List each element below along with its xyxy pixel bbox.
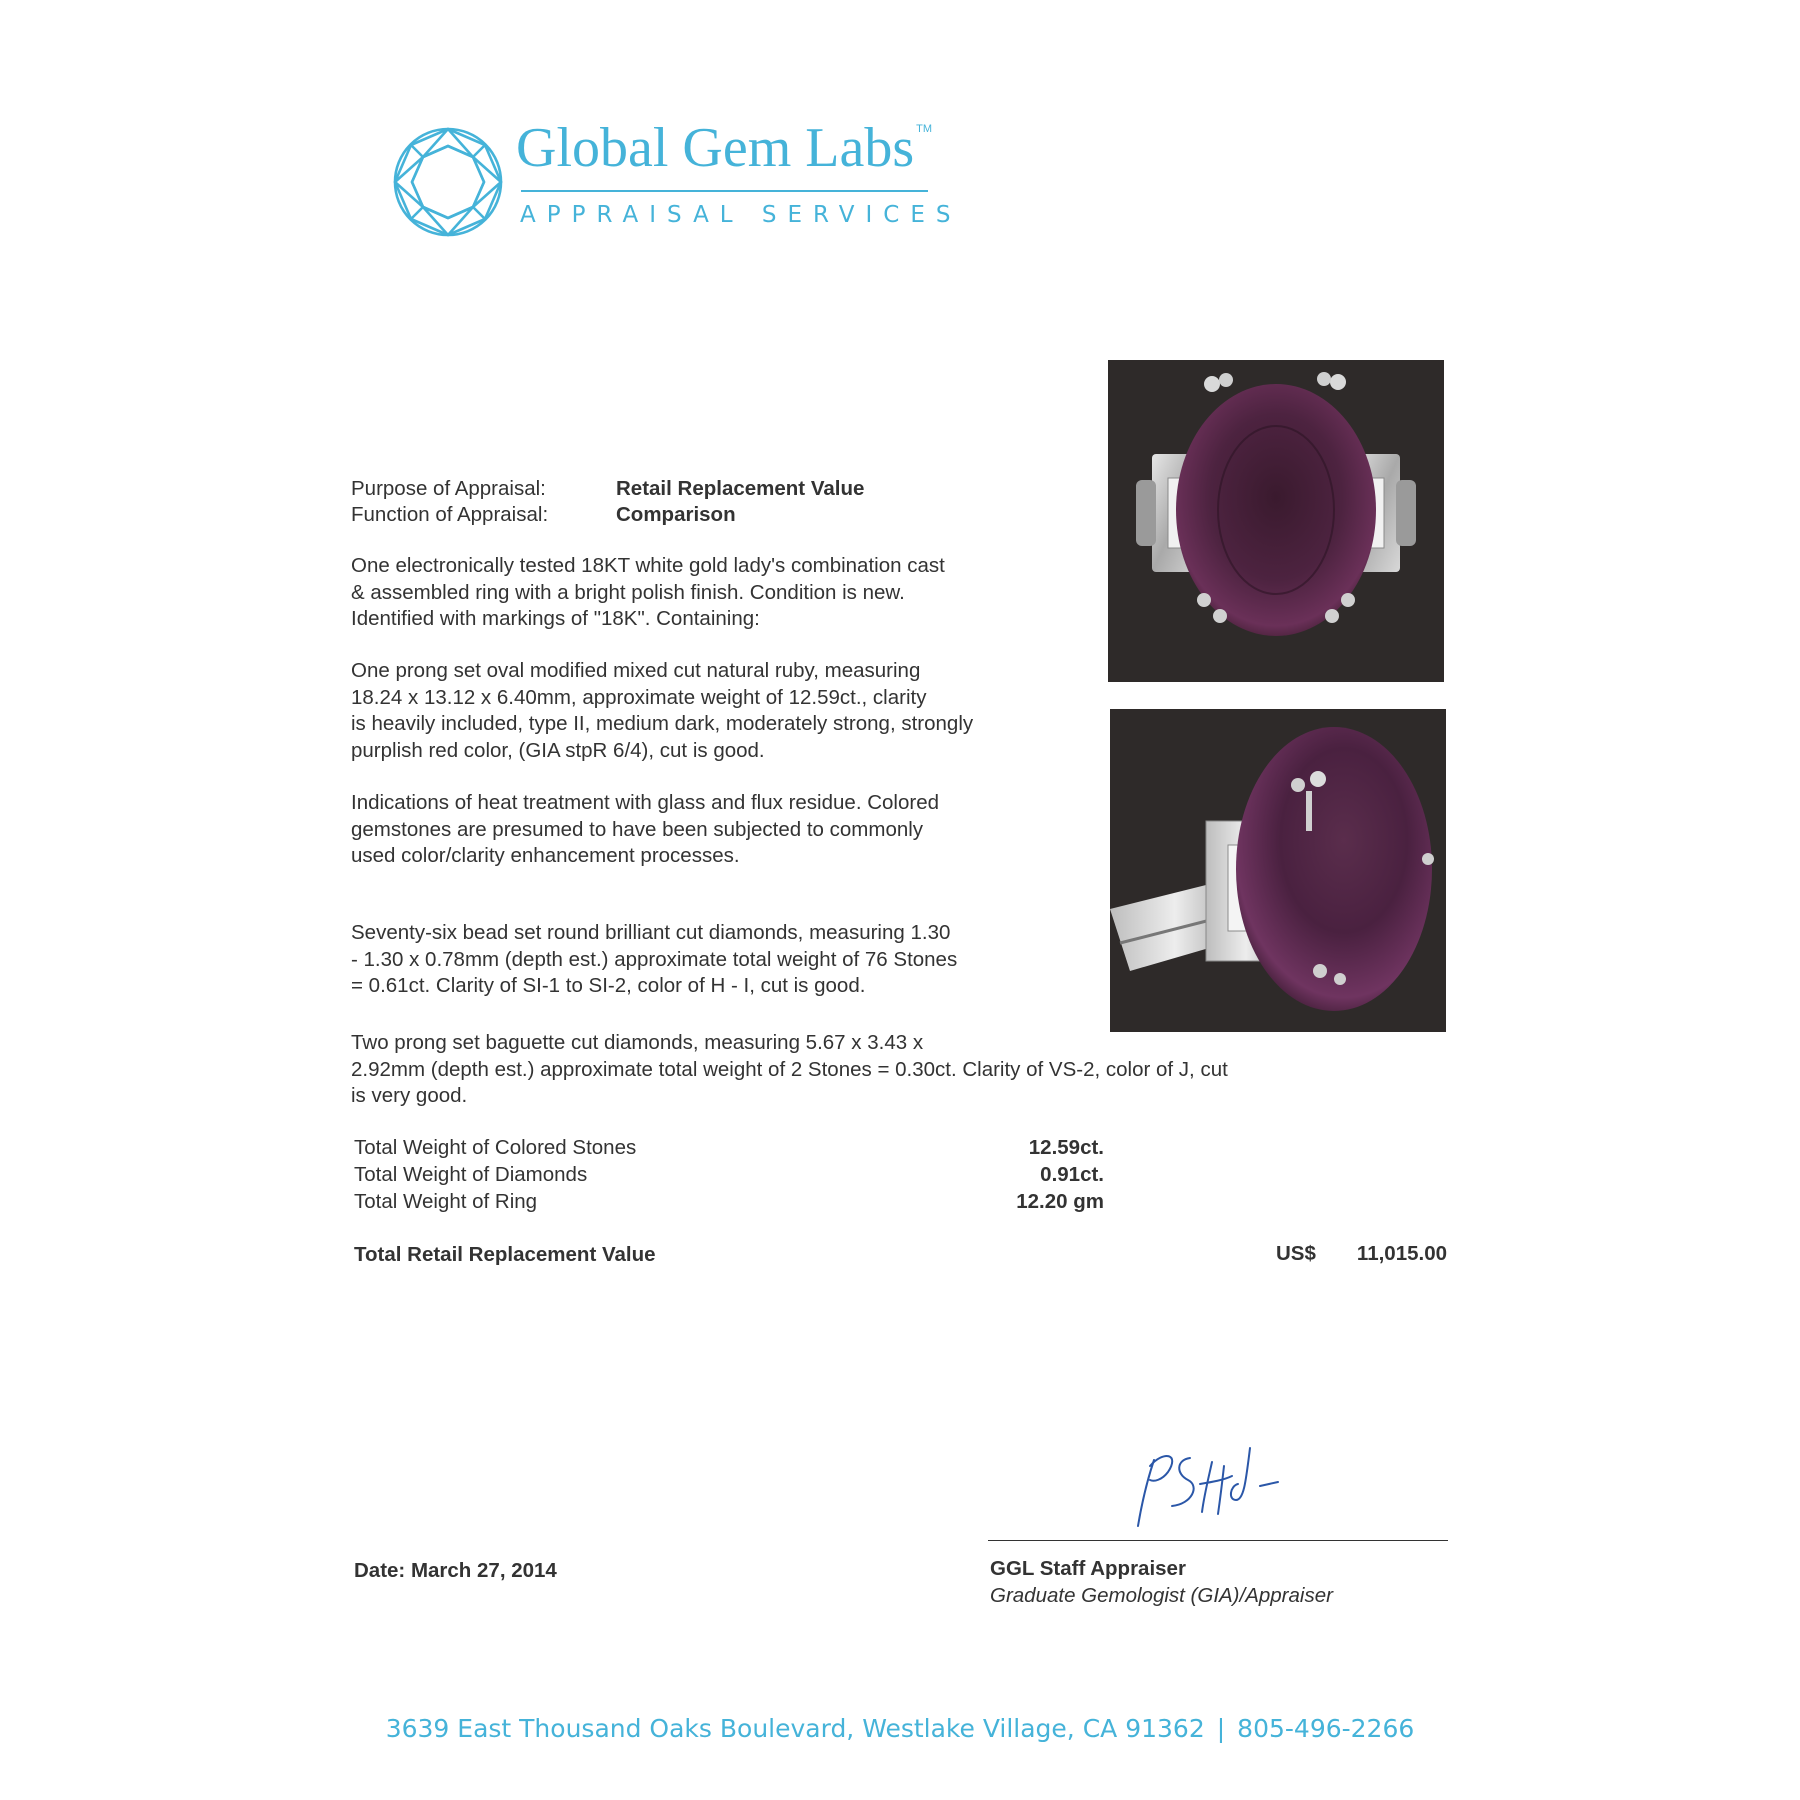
diamonds-weight-label: Total Weight of Diamonds: [354, 1163, 588, 1186]
function-value: Comparison: [616, 503, 736, 526]
footer-separator: |: [1216, 1714, 1226, 1743]
brand-name: [516, 117, 933, 179]
text-line: = 0.61ct. Clarity of SI-1 to SI-2, color of H - I, cut is good.: [351, 974, 866, 997]
colored-stones-weight-value: 12.59ct.: [1028, 1136, 1104, 1159]
ring-weight-label: Total Weight of Ring: [354, 1190, 538, 1213]
footer-contact: [0, 1714, 1800, 1743]
ruby-ring-top-view-photo: [1108, 360, 1444, 682]
brand-name-text: Global Gem Labs: [516, 117, 915, 179]
text-line: One prong set oval modified mixed cut natural ruby, measuring: [351, 659, 921, 682]
handwritten-signature: [1120, 1440, 1290, 1530]
text-line: 2.92mm (depth est.) approximate total weight of 2 Stones = 0.30ct. Clarity of VS-2, color of J, cut: [351, 1057, 1228, 1081]
text-line: One electronically tested 18KT white gold lady's combination cast: [351, 554, 945, 577]
text-line: Indications of heat treatment with glass and flux residue. Colored: [351, 791, 939, 814]
footer-phone: 805-496-2266: [1237, 1714, 1415, 1743]
colored-stones-weight-label: Total Weight of Colored Stones: [354, 1136, 637, 1159]
text-line: - 1.30 x 0.78mm (depth est.) approximate total weight of 76 Stones: [351, 947, 958, 971]
text-line: is heavily included, type II, medium dark, moderately strong, strongly: [351, 712, 974, 735]
ruby-ring-angled-view-photo: [1110, 709, 1446, 1032]
text-line: & assembled ring with a bright polish finish. Condition is new.: [351, 580, 905, 604]
signature-line: [988, 1540, 1448, 1541]
appraiser-credentials: Graduate Gemologist (GIA)/Appraiser: [990, 1584, 1333, 1607]
text-line: 18.24 x 13.12 x 6.40mm, approximate weight of 12.59ct., clarity: [351, 685, 927, 709]
text-line: Identified with markings of "18K". Containing:: [351, 607, 760, 630]
ring-weight-value: 12.20 gm: [1016, 1190, 1104, 1213]
text-line: Two prong set baguette cut diamonds, measuring 5.67 x 3.43 x: [351, 1031, 924, 1054]
footer-address: 3639 East Thousand Oaks Boulevard, Westlake Village, CA 91362: [385, 1714, 1205, 1743]
ring-description: [351, 553, 945, 633]
diamonds-weight-value: 0.91ct.: [1040, 1163, 1104, 1186]
treatment-description: [351, 790, 939, 870]
text-line: purplish red color, (GIA stpR 6/4), cut is good.: [351, 738, 765, 762]
function-label: Function of Appraisal:: [351, 503, 549, 526]
currency-label: US$: [1276, 1242, 1316, 1265]
retail-value-amount: 11,015.00: [1356, 1242, 1447, 1265]
trademark-mark: TM: [916, 123, 933, 135]
appraiser-title: GGL Staff Appraiser: [990, 1557, 1186, 1580]
text-line: is very good.: [351, 1084, 468, 1107]
text-line: used color/clarity enhancement processes.: [351, 844, 740, 867]
retail-value-label: Total Retail Replacement Value: [354, 1243, 656, 1266]
round-diamonds-description: [351, 920, 957, 1000]
ruby-description: [351, 658, 973, 764]
brand-tagline: APPRAISAL SERVICES: [520, 202, 962, 228]
baguette-diamonds-description: [351, 1030, 1228, 1110]
round-brilliant-diamond-icon: [392, 126, 504, 238]
appraisal-date: Date: March 27, 2014: [354, 1559, 557, 1582]
text-line: gemstones are presumed to have been subjected to commonly: [351, 817, 924, 841]
purpose-label: Purpose of Appraisal:: [351, 477, 546, 500]
purpose-value: Retail Replacement Value: [616, 477, 865, 500]
brand-divider: [521, 190, 928, 192]
text-line: Seventy-six bead set round brilliant cut diamonds, measuring 1.30: [351, 921, 951, 944]
